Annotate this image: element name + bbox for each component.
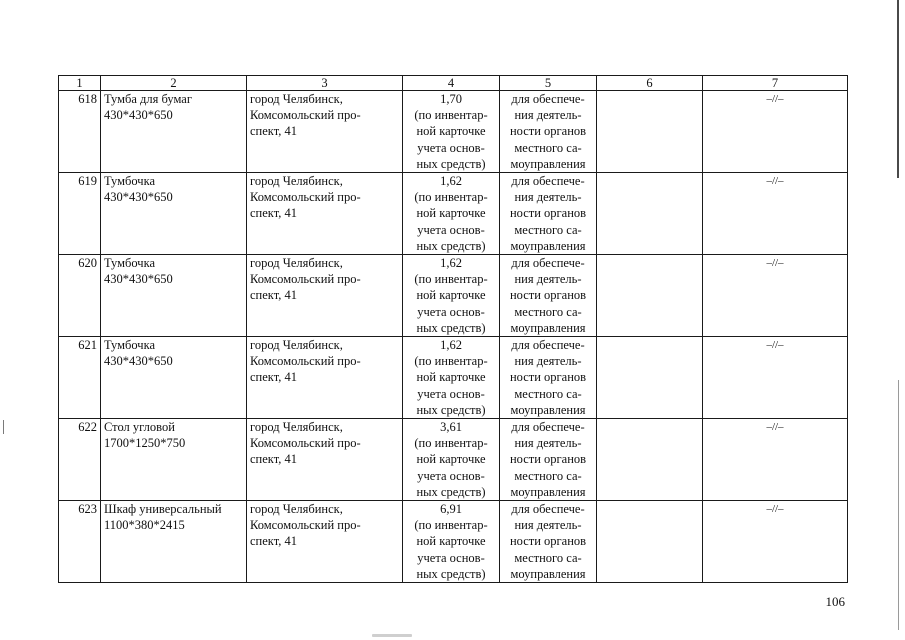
purpose-cell [500,255,597,337]
table-row [59,337,848,419]
header-cell-2: 2 [101,76,247,91]
purpose-cell-line: ности органов [509,206,587,221]
area-cell-line: учета основ- [417,140,485,155]
note-cell [597,337,703,419]
address-cell-line: спект, 41 [250,206,297,221]
area-cell-line: ной карточке [416,206,486,221]
page-number: 106 [825,594,845,609]
area-cell-line: 1,70 [440,92,462,106]
address-cell [247,173,403,255]
address-cell-line: город Челябинск, [250,338,343,353]
header-cell-7: 7 [703,76,848,91]
area-cell-line: 1,62 [440,174,462,189]
area-cell-line: ных средств) [416,484,486,499]
address-cell-line: Комсомольский про- [250,436,361,451]
ditto-cell: –//– [703,91,848,173]
item-name-cell-line: 430*430*650 [104,190,173,205]
item-name-cell-line: Тумбочка [104,256,156,271]
purpose-cell-line: ния деятель- [514,108,582,123]
ditto-cell: –//– [703,337,848,419]
purpose-cell-line: для обеспече- [511,338,585,353]
purpose-cell [500,501,597,583]
area-cell-line: 6,91 [440,502,462,517]
area-cell [403,419,500,501]
purpose-cell-line: моуправления [510,238,586,253]
purpose-cell-line: ния деятель- [514,436,582,451]
area-cell [403,337,500,419]
area-cell-line: учета основ- [417,304,485,319]
area-cell-line: (по инвентар- [414,354,488,369]
note-cell [597,173,703,255]
item-name-cell-line: Тумбочка [104,174,156,189]
address-cell [247,91,403,173]
purpose-cell-line: моуправления [510,402,586,417]
ditto-cell: –//– [703,501,848,583]
address-cell [247,337,403,419]
table-body [59,91,848,583]
ditto-cell: –//– [703,255,848,337]
address-cell-line: город Челябинск, [250,256,343,271]
header-cell-4: 4 [403,76,500,91]
purpose-cell-line: местного са- [514,386,582,401]
item-name-cell-line: Тумбочка [104,338,156,353]
purpose-cell-line: ности органов [509,124,587,139]
row-number-cell: 621 [59,337,101,419]
purpose-cell-line: ности органов [509,370,587,385]
note-cell [597,91,703,173]
area-cell-line: учета основ- [417,222,485,237]
purpose-cell-line: для обеспече- [511,174,585,189]
item-name-cell [101,91,247,173]
item-name-cell [101,501,247,583]
note-cell [597,255,703,337]
header-cell-6: 6 [597,76,703,91]
item-name-cell-line: Тумба для бумаг [104,92,192,106]
area-cell-line: ных средств) [416,566,486,581]
area-cell-line: учета основ- [417,468,485,483]
property-registry-table [58,75,848,583]
purpose-cell-line: местного са- [514,304,582,319]
purpose-cell-line: для обеспече- [511,502,585,517]
area-cell-line: (по инвентар- [414,518,488,533]
area-cell-line: (по инвентар- [414,272,488,287]
address-cell-line: Комсомольский про- [250,518,361,533]
note-cell [597,419,703,501]
area-cell-line: (по инвентар- [414,190,488,205]
item-name-cell [101,337,247,419]
purpose-cell-line: моуправления [510,156,586,171]
address-cell-line: Комсомольский про- [250,190,361,205]
area-cell-line: ных средств) [416,238,486,253]
area-cell-line: ных средств) [416,402,486,417]
address-cell [247,419,403,501]
area-cell [403,173,500,255]
row-number-cell: 620 [59,255,101,337]
item-name-cell [101,173,247,255]
area-cell-line: ных средств) [416,156,486,171]
purpose-cell-line: ния деятель- [514,354,582,369]
address-cell-line: спект, 41 [250,370,297,385]
purpose-cell-line: моуправления [510,320,586,335]
address-cell [247,501,403,583]
item-name-cell-line: 430*430*650 [104,272,173,287]
purpose-cell-line: ния деятель- [514,518,582,533]
purpose-cell-line: ности органов [509,288,587,303]
purpose-cell-line: местного са- [514,140,582,155]
row-number-cell: 623 [59,501,101,583]
table-row [59,173,848,255]
ditto-cell: –//– [703,173,848,255]
area-cell-line: учета основ- [417,550,485,565]
address-cell-line: спект, 41 [250,452,297,467]
purpose-cell-line: для обеспече- [511,92,585,106]
purpose-cell-line: ния деятель- [514,190,582,205]
header-cell-1: 1 [59,76,101,91]
address-cell-line: спект, 41 [250,288,297,303]
item-name-cell-line: 1700*1250*750 [104,436,186,451]
header-cell-3: 3 [247,76,403,91]
row-number-cell: 618 [59,91,101,173]
area-cell [403,91,500,173]
purpose-cell-line: местного са- [514,468,582,483]
purpose-cell-line: ности органов [509,534,587,549]
purpose-cell [500,91,597,173]
purpose-cell-line: ности органов [509,452,587,467]
item-name-cell-line: 430*430*650 [104,108,173,123]
area-cell-line: учета основ- [417,386,485,401]
address-cell-line: город Челябинск, [250,420,343,435]
item-name-cell-line: 430*430*650 [104,354,173,369]
address-cell-line: Комсомольский про- [250,272,361,287]
area-cell-line: ной карточке [416,124,486,139]
area-cell-line: ной карточке [416,534,486,549]
purpose-cell-line: моуправления [510,566,586,581]
purpose-cell [500,337,597,419]
header-row [59,76,848,91]
item-name-cell-line: Стол угловой [104,420,175,435]
purpose-cell-line: моуправления [510,484,586,499]
area-cell-line: ной карточке [416,288,486,303]
purpose-cell [500,173,597,255]
item-name-cell [101,255,247,337]
area-cell-line: 3,61 [440,420,462,435]
area-cell-line: ной карточке [416,452,486,467]
area-cell-line: 1,62 [440,256,462,271]
item-name-cell-line: 1100*380*2415 [104,518,185,533]
area-cell [403,255,500,337]
area-cell [403,501,500,583]
row-number-cell: 619 [59,173,101,255]
purpose-cell-line: ния деятель- [514,272,582,287]
address-cell-line: Комсомольский про- [250,108,361,123]
address-cell-line: город Челябинск, [250,92,343,106]
address-cell-line: город Челябинск, [250,502,343,517]
header-cell-5: 5 [500,76,597,91]
item-name-cell-line: Шкаф универсальный [104,502,222,517]
purpose-cell [500,419,597,501]
area-cell-line: 1,62 [440,338,462,353]
address-cell-line: спект, 41 [250,534,297,549]
address-cell-line: город Челябинск, [250,174,343,189]
table-header [59,76,848,91]
scan-edge-line-lower [898,380,899,630]
table-row [59,91,848,173]
area-cell-line: ной карточке [416,370,486,385]
address-cell-line: Комсомольский про- [250,354,361,369]
address-cell-line: спект, 41 [250,124,297,139]
purpose-cell-line: местного са- [514,222,582,237]
ditto-cell: –//– [703,419,848,501]
address-cell [247,255,403,337]
scan-smudge [372,634,412,637]
purpose-cell-line: местного са- [514,550,582,565]
note-cell [597,501,703,583]
table-row [59,255,848,337]
area-cell-line: (по инвентар- [414,436,488,451]
item-name-cell [101,419,247,501]
area-cell-line: (по инвентар- [414,108,488,123]
table-row [59,419,848,501]
scan-left-mark [3,420,4,434]
row-number-cell: 622 [59,419,101,501]
purpose-cell-line: для обеспече- [511,420,585,435]
table-row [59,501,848,583]
area-cell-line: ных средств) [416,320,486,335]
purpose-cell-line: для обеспече- [511,256,585,271]
scan-edge-line [897,0,899,178]
